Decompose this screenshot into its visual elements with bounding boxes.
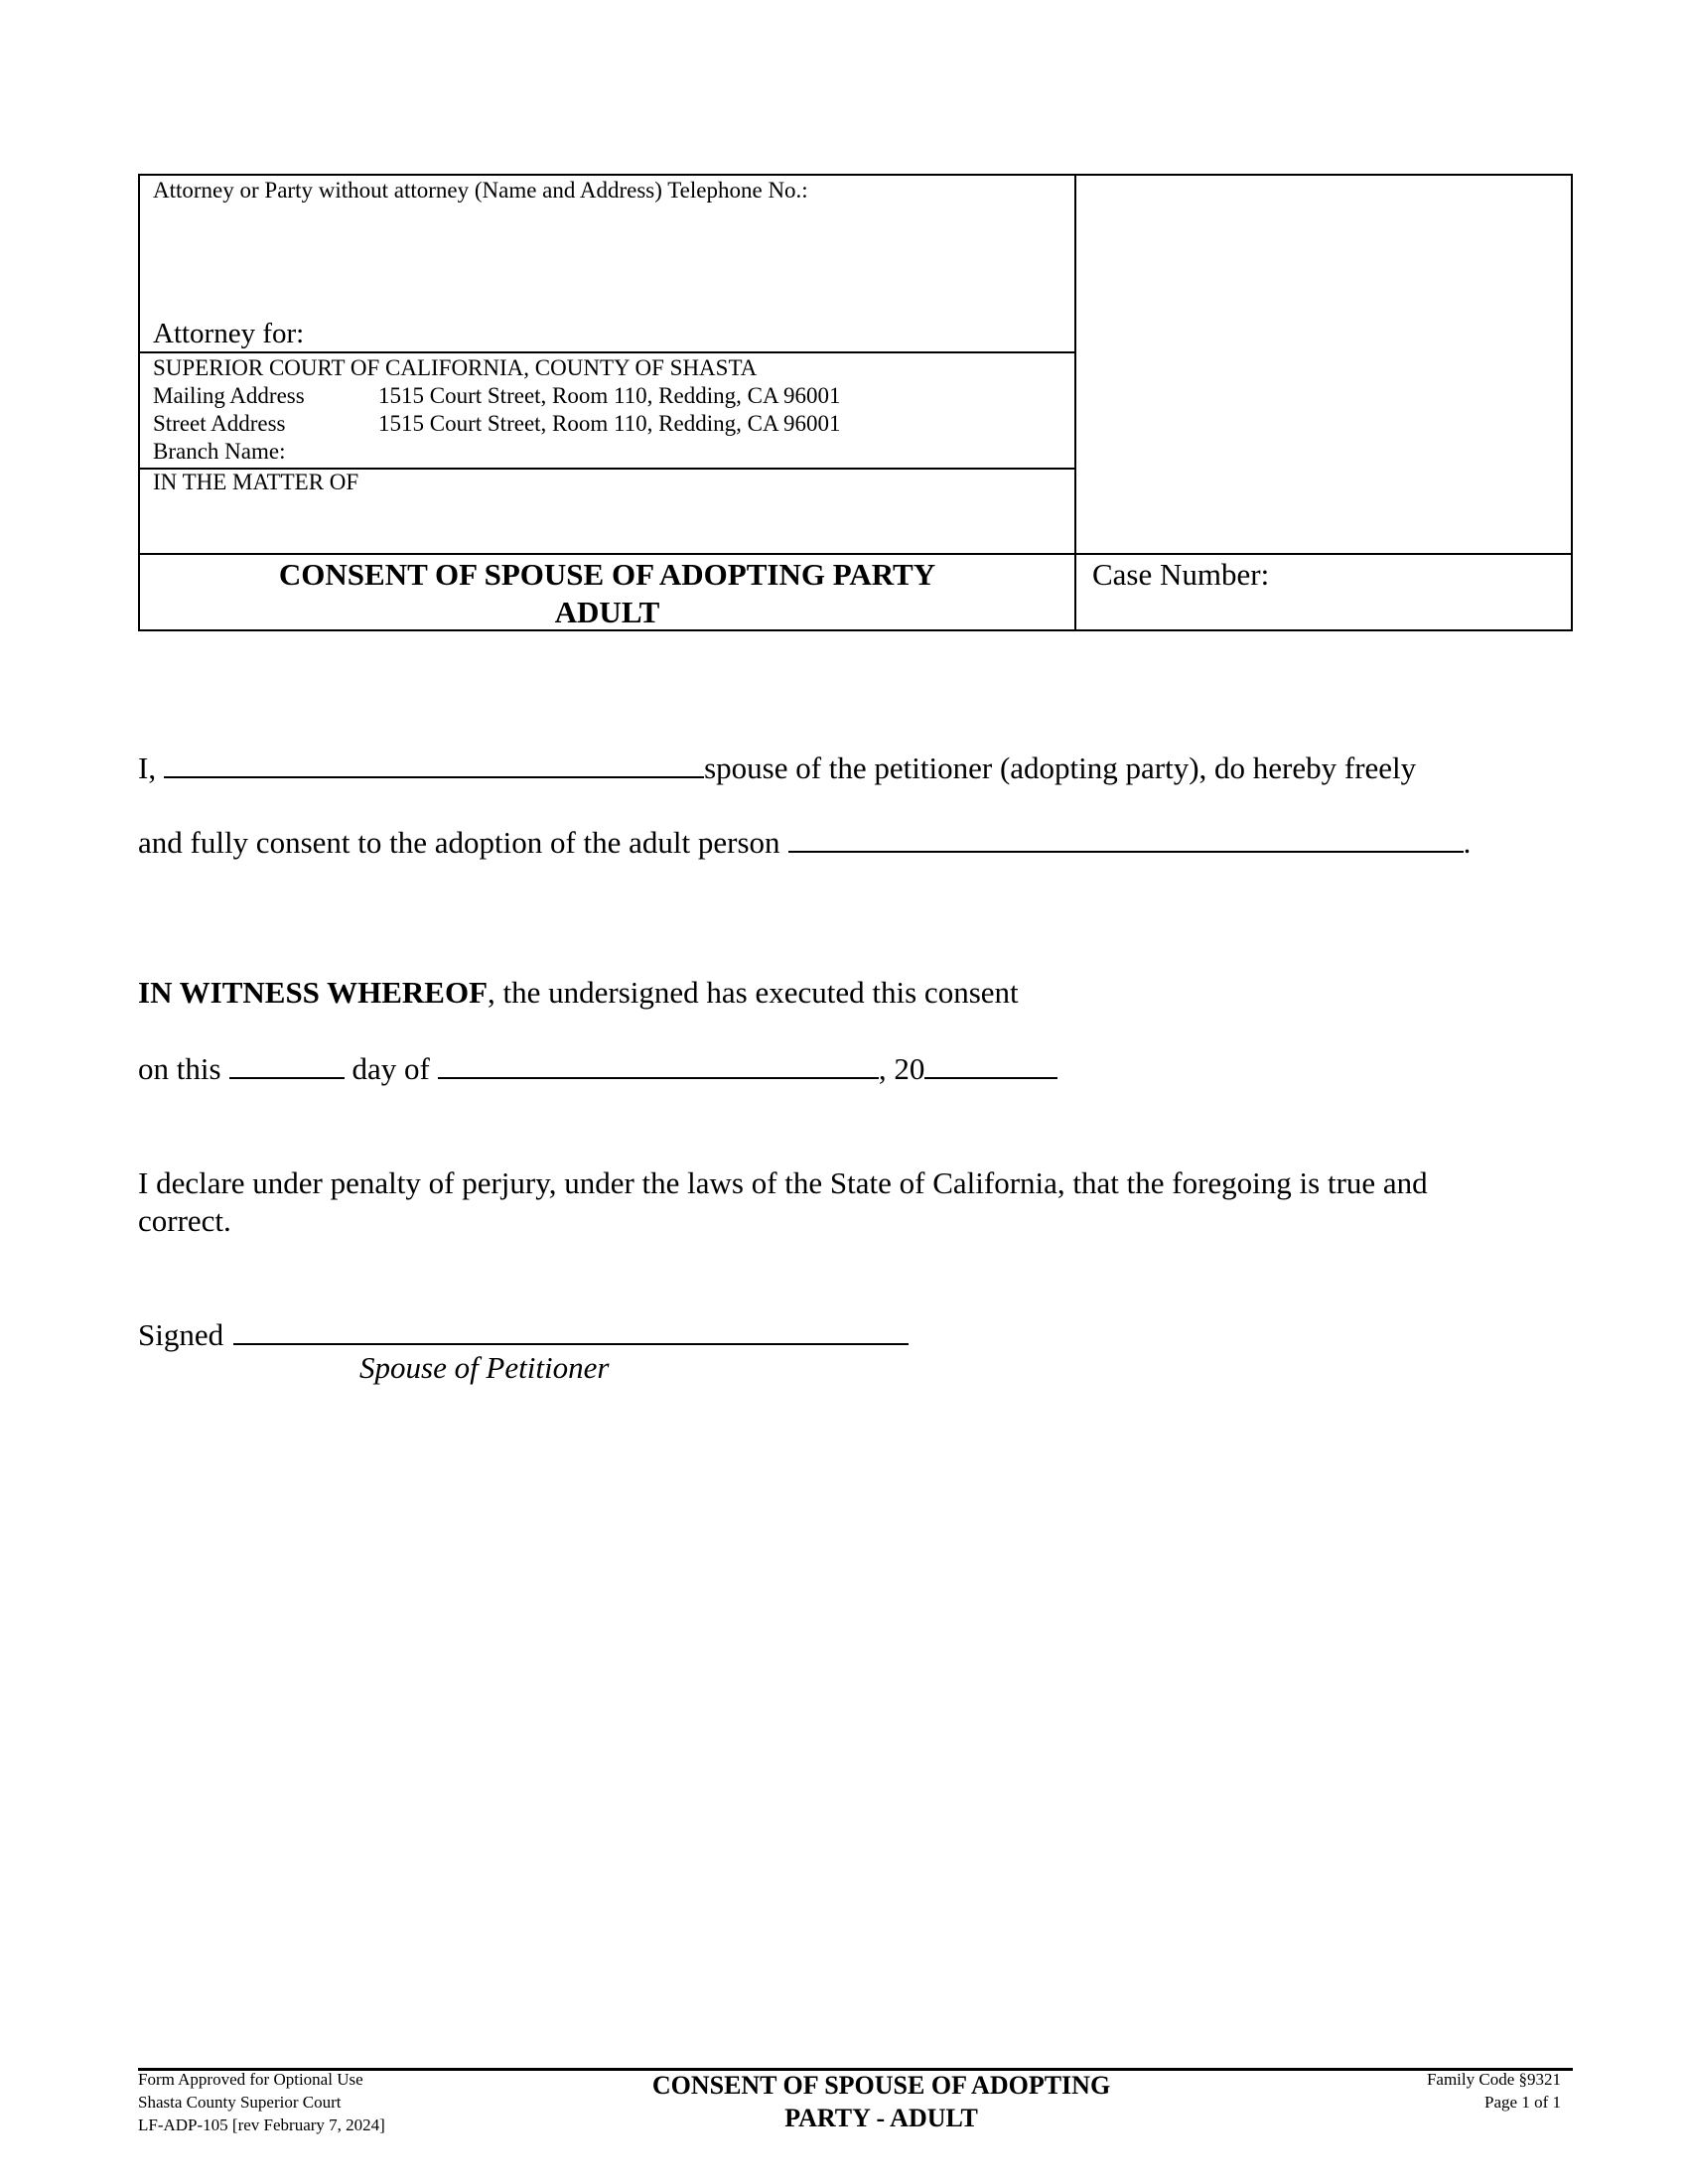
witness-text: , the undersigned has executed this consent — [488, 975, 1019, 1010]
caption-vertical-divider — [1074, 174, 1076, 631]
footer-title — [596, 2069, 1167, 2134]
consent-line-2-period: . — [1463, 825, 1472, 860]
spouse-name-field[interactable] — [164, 747, 704, 778]
mailing-address-value: 1515 Court Street, Room 110, Redding, CA 96001 — [378, 383, 841, 408]
signature-field[interactable] — [233, 1313, 909, 1345]
case-number-label: Case Number: — [1092, 557, 1270, 592]
witness-line — [138, 973, 1019, 1013]
attorney-header-label: Attorney or Party without attorney (Name and Address) Telephone No.: — [153, 178, 808, 203]
perjury-declaration — [138, 1163, 1428, 1241]
attorney-for-label: Attorney for: — [153, 318, 305, 349]
adult-person-name-field[interactable] — [788, 821, 1464, 853]
year-field[interactable] — [924, 1047, 1057, 1079]
month-field[interactable] — [438, 1047, 879, 1079]
footer-family-code: Family Code §9321 — [1426, 2070, 1561, 2089]
footer-page-number: Page 1 of 1 — [1484, 2093, 1561, 2112]
form-title — [140, 556, 1074, 631]
execution-date-line — [138, 1047, 1057, 1089]
day-field[interactable] — [229, 1047, 345, 1079]
footer-title-line1: CONSENT OF SPOUSE OF ADOPTING — [651, 2071, 1111, 2100]
on-this-label: on this — [138, 1051, 221, 1086]
caption-divider-title — [138, 553, 1573, 555]
court-name: SUPERIOR COURT OF CALIFORNIA, COUNTY OF SHASTA — [153, 355, 758, 380]
footer-court: Shasta County Superior Court — [138, 2093, 342, 2112]
mailing-address-label: Mailing Address — [153, 383, 305, 408]
signature-caption: Spouse of Petitioner — [359, 1350, 610, 1385]
consent-line-2-text: and fully consent to the adoption of the adult person — [138, 825, 780, 860]
perjury-line-2: correct. — [138, 1203, 231, 1238]
consent-line-2 — [138, 821, 1471, 863]
perjury-line-1: I declare under penalty of perjury, under the laws of the State of California, that the foregoing is true and — [138, 1165, 1428, 1200]
caption-divider-attorney — [138, 351, 1076, 353]
consent-line-1 — [138, 747, 1416, 788]
witness-heading: IN WITNESS WHEREOF — [138, 975, 489, 1010]
consent-line-1-text: spouse of the petitioner (adopting party), do hereby freely — [704, 751, 1417, 785]
signed-label: Signed — [138, 1317, 224, 1352]
footer-title-line2: PARTY - ADULT — [784, 2104, 978, 2132]
footer-approval: Form Approved for Optional Use — [138, 2070, 363, 2089]
footer-right — [1427, 2068, 1561, 2114]
form-title-line1: CONSENT OF SPOUSE OF ADOPTING PARTY — [278, 557, 936, 592]
year-prefix: , 20 — [878, 1051, 925, 1086]
in-the-matter-label: IN THE MATTER OF — [153, 470, 359, 494]
street-address-value: 1515 Court Street, Room 110, Redding, CA 96001 — [378, 411, 841, 436]
footer-form-number: LF-ADP-105 [rev February 7, 2024] — [138, 2116, 385, 2134]
street-address-label: Street Address — [153, 411, 286, 436]
day-of-label: day of — [352, 1051, 430, 1086]
branch-name-label: Branch Name: — [153, 439, 286, 464]
consent-i: I, — [138, 751, 157, 785]
form-title-line2: ADULT — [554, 595, 660, 629]
footer-left — [138, 2068, 385, 2136]
